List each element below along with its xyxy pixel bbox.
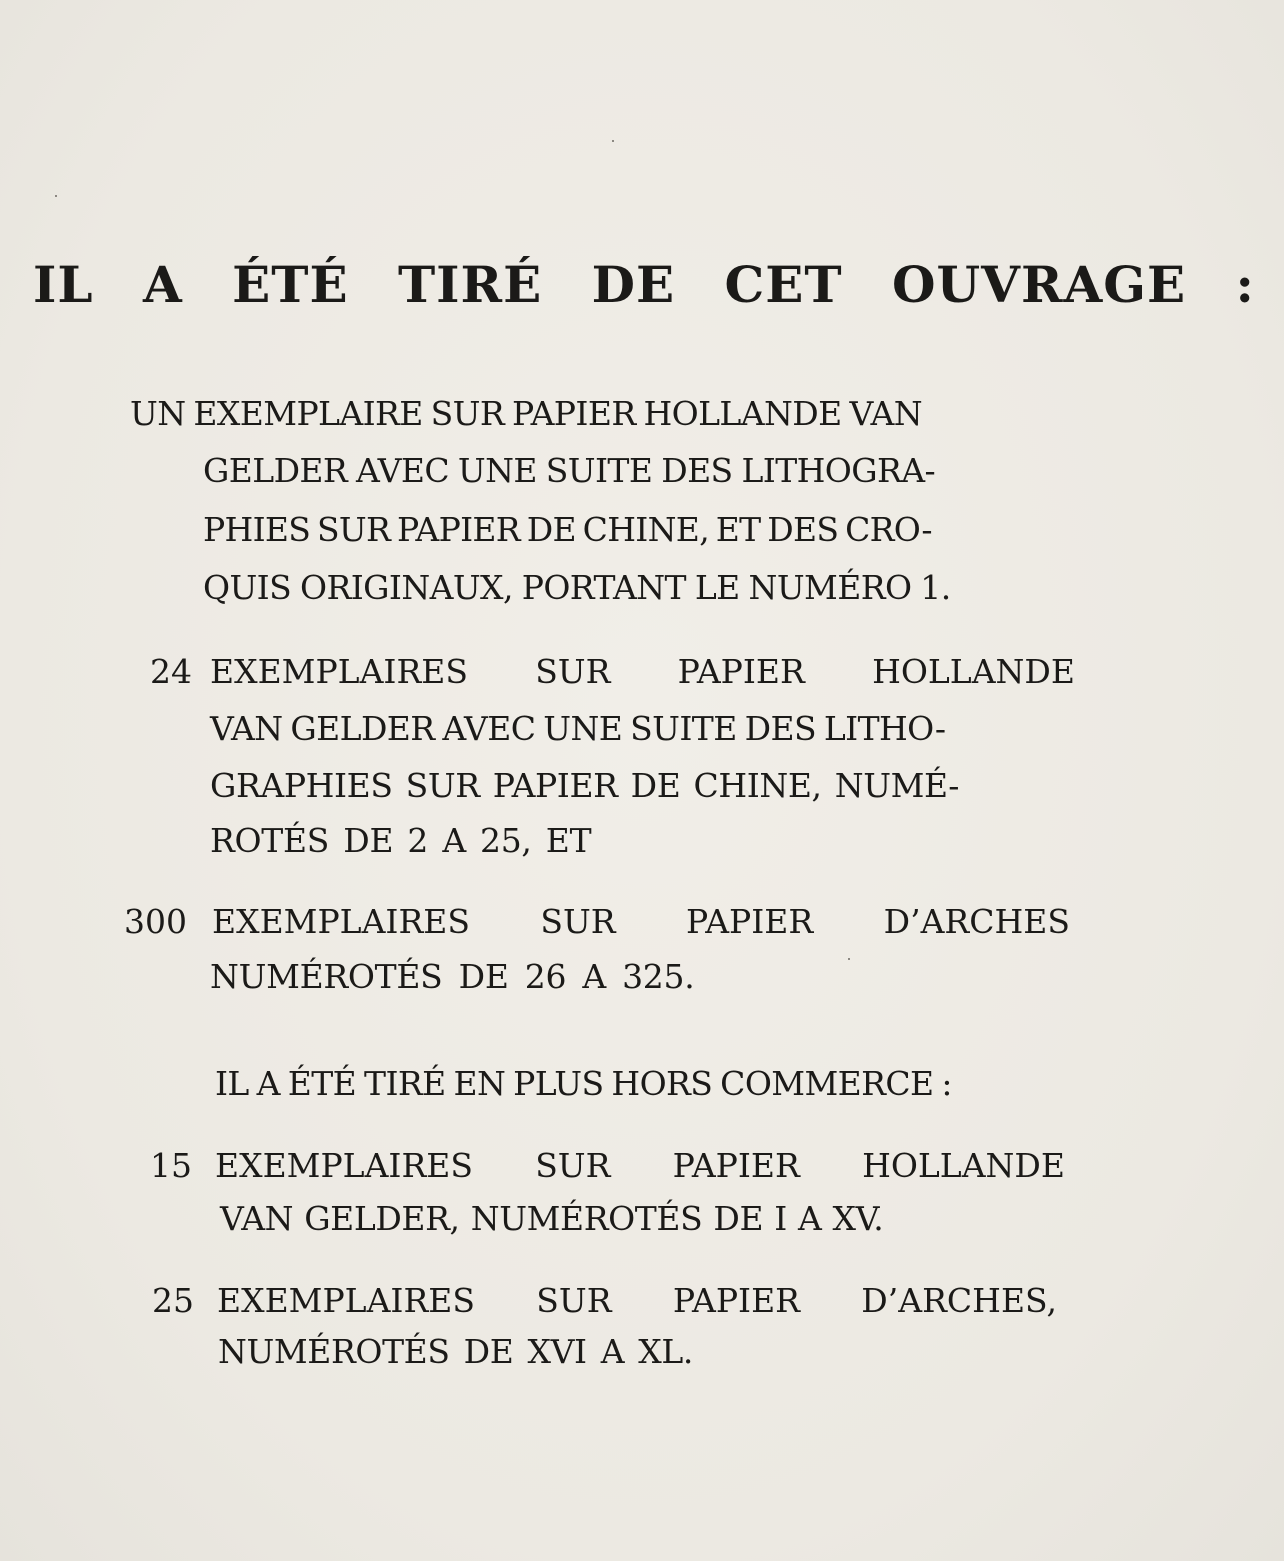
entry-line: NUMÉROTÉS DE 26 A 325. xyxy=(210,957,695,996)
entry-word: PAPIER xyxy=(672,1146,800,1185)
hors-commerce-heading: IL A ÉTÉ TIRÉ EN PLUS HORS COMMERCE : xyxy=(215,1064,952,1103)
entry-line: GELDER AVEC UNE SUITE DES LITHOGRA- xyxy=(203,451,936,490)
entry-word: EXEMPLAIRES xyxy=(212,902,470,941)
entry-word: HOLLANDE xyxy=(862,1146,1065,1185)
entry-word: HOLLANDE xyxy=(872,652,1075,691)
entry-word: PAPIER xyxy=(672,1281,801,1320)
title-word: ÉTÉ xyxy=(232,255,349,314)
title-word: A xyxy=(142,255,183,314)
entry-word: SUR xyxy=(535,652,611,691)
entry-line: NUMÉROTÉS DE XVI A XL. xyxy=(218,1332,693,1371)
title-word: IL xyxy=(33,255,94,314)
entry-line: UN EXEMPLAIRE SUR PAPIER HOLLANDE VAN xyxy=(130,394,922,433)
entry-word: EXEMPLAIRES xyxy=(217,1281,475,1320)
entry-word: EXEMPLAIRES xyxy=(215,1146,473,1185)
entry-word: PAPIER xyxy=(677,652,805,691)
entry-number: 24 xyxy=(150,652,192,691)
entry-word: PAPIER xyxy=(686,902,814,941)
entry-line-justified xyxy=(217,1279,1057,1323)
title-word: : xyxy=(1235,255,1255,314)
paper-speck xyxy=(848,958,850,960)
paper-speck xyxy=(612,140,614,142)
entry-word: SUR xyxy=(540,902,616,941)
entry-word: SUR xyxy=(536,1281,612,1320)
paper-speck xyxy=(55,195,57,197)
entry-number: 15 xyxy=(150,1146,192,1185)
entry-line: PHIES SUR PAPIER DE CHINE, ET DES CRO- xyxy=(203,510,932,549)
page-title xyxy=(33,255,1255,315)
entry-line-justified xyxy=(215,1144,1065,1188)
entry-word: D’ARCHES, xyxy=(861,1281,1057,1320)
entry-word: D’ARCHES xyxy=(883,902,1070,941)
entry-line-justified xyxy=(210,650,1075,694)
title-word: OUVRAGE xyxy=(892,255,1187,314)
entry-line: ROTÉS DE 2 A 25, ET xyxy=(210,821,592,860)
entry-line: GRAPHIES SUR PAPIER DE CHINE, NUMÉ- xyxy=(210,766,960,805)
title-word: DE xyxy=(591,255,676,314)
title-word: TIRÉ xyxy=(397,255,543,314)
entry-number: 300 xyxy=(124,902,187,941)
entry-line-justified xyxy=(212,900,1070,944)
entry-number: 25 xyxy=(152,1281,194,1320)
title-word: CET xyxy=(724,255,843,314)
entry-line: VAN GELDER, NUMÉROTÉS DE I A XV. xyxy=(220,1199,884,1238)
entry-line: VAN GELDER AVEC UNE SUITE DES LITHO- xyxy=(210,709,946,748)
entry-word: SUR xyxy=(535,1146,611,1185)
entry-line: QUIS ORIGINAUX, PORTANT LE NUMÉRO 1. xyxy=(203,568,951,607)
entry-word: EXEMPLAIRES xyxy=(210,652,468,691)
